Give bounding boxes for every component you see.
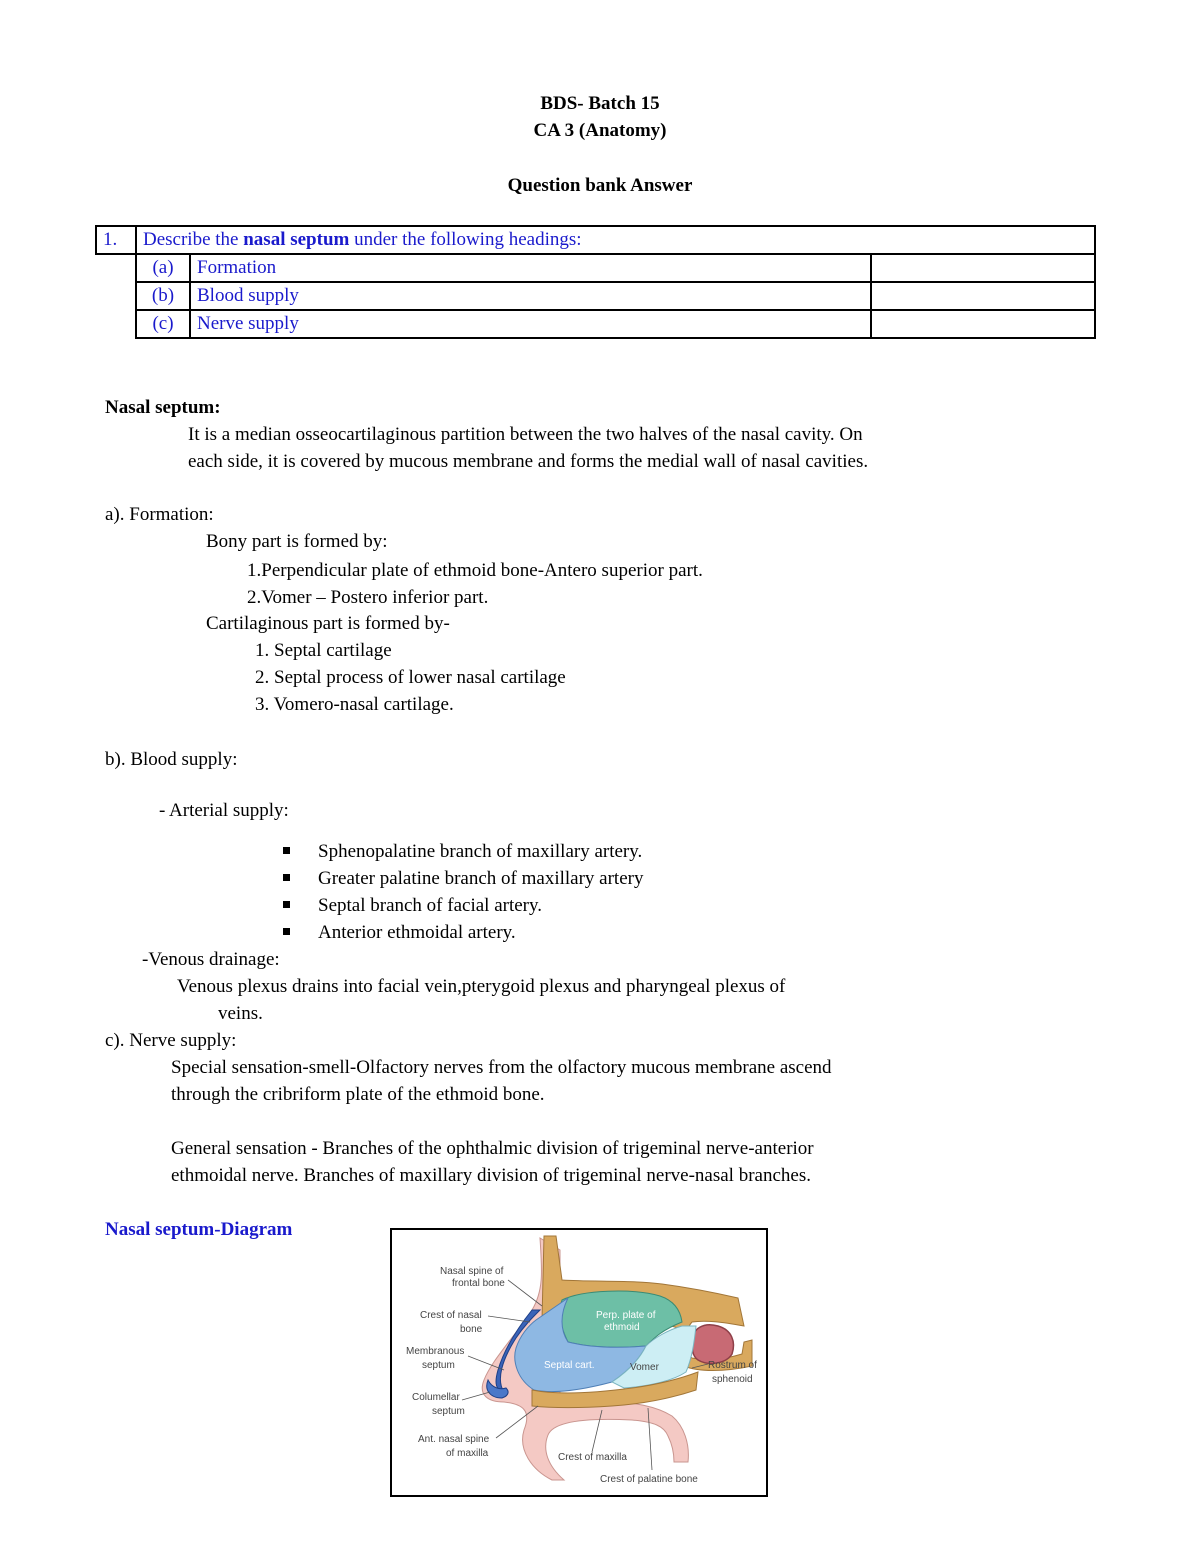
- artery-item: Septal branch of facial artery.: [318, 895, 543, 916]
- subrow-label: (c): [136, 310, 190, 338]
- intro-heading: Nasal septum:: [105, 397, 221, 418]
- bony-item: 2.Vomer – Postero inferior part.: [247, 587, 489, 608]
- label-perp-plate: Perp. plate of: [596, 1310, 656, 1321]
- diagram-title: Nasal septum-Diagram: [105, 1219, 293, 1240]
- subrow-text: Blood supply: [190, 282, 871, 310]
- label-nasal-spine: frontal bone: [452, 1278, 505, 1289]
- bony-item: 1.Perpendicular plate of ethmoid bone-Antero superior part.: [247, 560, 703, 581]
- artery-item: Sphenopalatine branch of maxillary artery.: [318, 841, 643, 862]
- label-membranous: Membranous: [406, 1346, 465, 1357]
- label-vomer: Vomer: [630, 1362, 659, 1373]
- diagram-svg: [392, 1230, 766, 1495]
- label-perp-plate: ethmoid: [604, 1322, 640, 1333]
- nerve-line: Special sensation-smell-Olfactory nerves from the olfactory mucous membrane ascend: [171, 1057, 832, 1078]
- label-crest-nasal: Crest of nasal: [420, 1310, 482, 1321]
- nerve-line: ethmoidal nerve. Branches of maxillary division of trigeminal nerve-nasal branches.: [171, 1165, 811, 1186]
- question-number: 1.: [96, 226, 136, 254]
- label-columellar: septum: [432, 1406, 465, 1417]
- sphenoid-sinus: [692, 1325, 733, 1364]
- label-ant-nasal: of maxilla: [446, 1448, 489, 1459]
- header-subtitle: CA 3 (Anatomy): [533, 120, 667, 141]
- question-prefix: Describe the: [143, 229, 244, 250]
- nerve-line: General sensation - Branches of the ophthalmic division of trigeminal nerve-anterior: [171, 1138, 814, 1159]
- arterial-heading: - Arterial supply:: [159, 800, 289, 821]
- label-crest-maxilla: Crest of maxilla: [558, 1452, 627, 1463]
- question-bold: nasal septum: [243, 229, 350, 250]
- subrow-blank: [871, 282, 1095, 310]
- label-septal-cart: Septal cart.: [544, 1360, 595, 1371]
- subrow-label: (a): [136, 254, 190, 282]
- cart-heading: Cartilaginous part is formed by-: [206, 613, 450, 634]
- question-table: [95, 225, 1096, 339]
- artery-item: Greater palatine branch of maxillary artery: [318, 868, 644, 889]
- bullet-icon: [283, 847, 290, 854]
- label-membranous: septum: [422, 1360, 455, 1371]
- intro-line: It is a median osseocartilaginous partition between the two halves of the nasal cavity. On: [188, 424, 863, 445]
- subrow-blank: [871, 254, 1095, 282]
- header-title: BDS- Batch 15: [540, 93, 660, 114]
- nerve-line: through the cribriform plate of the ethmoid bone.: [171, 1084, 545, 1105]
- question-suffix: under the following headings:: [349, 229, 582, 250]
- label-rostrum: sphenoid: [712, 1374, 753, 1385]
- subrow-blank: [871, 310, 1095, 338]
- subrow-text: Formation: [190, 254, 871, 282]
- bullet-icon: [283, 901, 290, 908]
- venous-heading: -Venous drainage:: [142, 949, 280, 970]
- question-subrow: [96, 282, 1095, 310]
- question-subrow: [96, 254, 1095, 282]
- cart-item: 2. Septal process of lower nasal cartilage: [255, 667, 566, 688]
- intro-line: each side, it is covered by mucous membrane and forms the medial wall of nasal cavities.: [188, 451, 869, 472]
- bullet-icon: [283, 874, 290, 881]
- bullet-icon: [283, 928, 290, 935]
- venous-line: veins.: [218, 1003, 263, 1024]
- bony-heading: Bony part is formed by:: [206, 531, 388, 552]
- question-row: [96, 226, 1095, 254]
- label-crest-nasal: bone: [460, 1324, 483, 1335]
- label-rostrum: Rostrum of: [708, 1360, 757, 1371]
- venous-line: Venous plexus drains into facial vein,pterygoid plexus and pharyngeal plexus of: [177, 976, 786, 997]
- cart-item: 3. Vomero-nasal cartilage.: [255, 694, 454, 715]
- nerve-heading: c). Nerve supply:: [105, 1030, 237, 1051]
- cart-item: 1. Septal cartilage: [255, 640, 392, 661]
- header-heading: Question bank Answer: [507, 175, 693, 196]
- question-text: [136, 226, 1095, 254]
- label-ant-nasal: Ant. nasal spine: [418, 1434, 490, 1445]
- label-columellar: Columellar: [412, 1392, 460, 1403]
- subrow-text: Nerve supply: [190, 310, 871, 338]
- subrow-label: (b): [136, 282, 190, 310]
- question-subrow: [96, 310, 1095, 338]
- label-nasal-spine: Nasal spine of: [440, 1266, 504, 1277]
- blood-heading: b). Blood supply:: [105, 749, 238, 770]
- formation-heading: a). Formation:: [105, 504, 214, 525]
- nasal-septum-diagram: [390, 1228, 768, 1497]
- artery-item: Anterior ethmoidal artery.: [318, 922, 516, 943]
- label-crest-palatine: Crest of palatine bone: [600, 1474, 698, 1485]
